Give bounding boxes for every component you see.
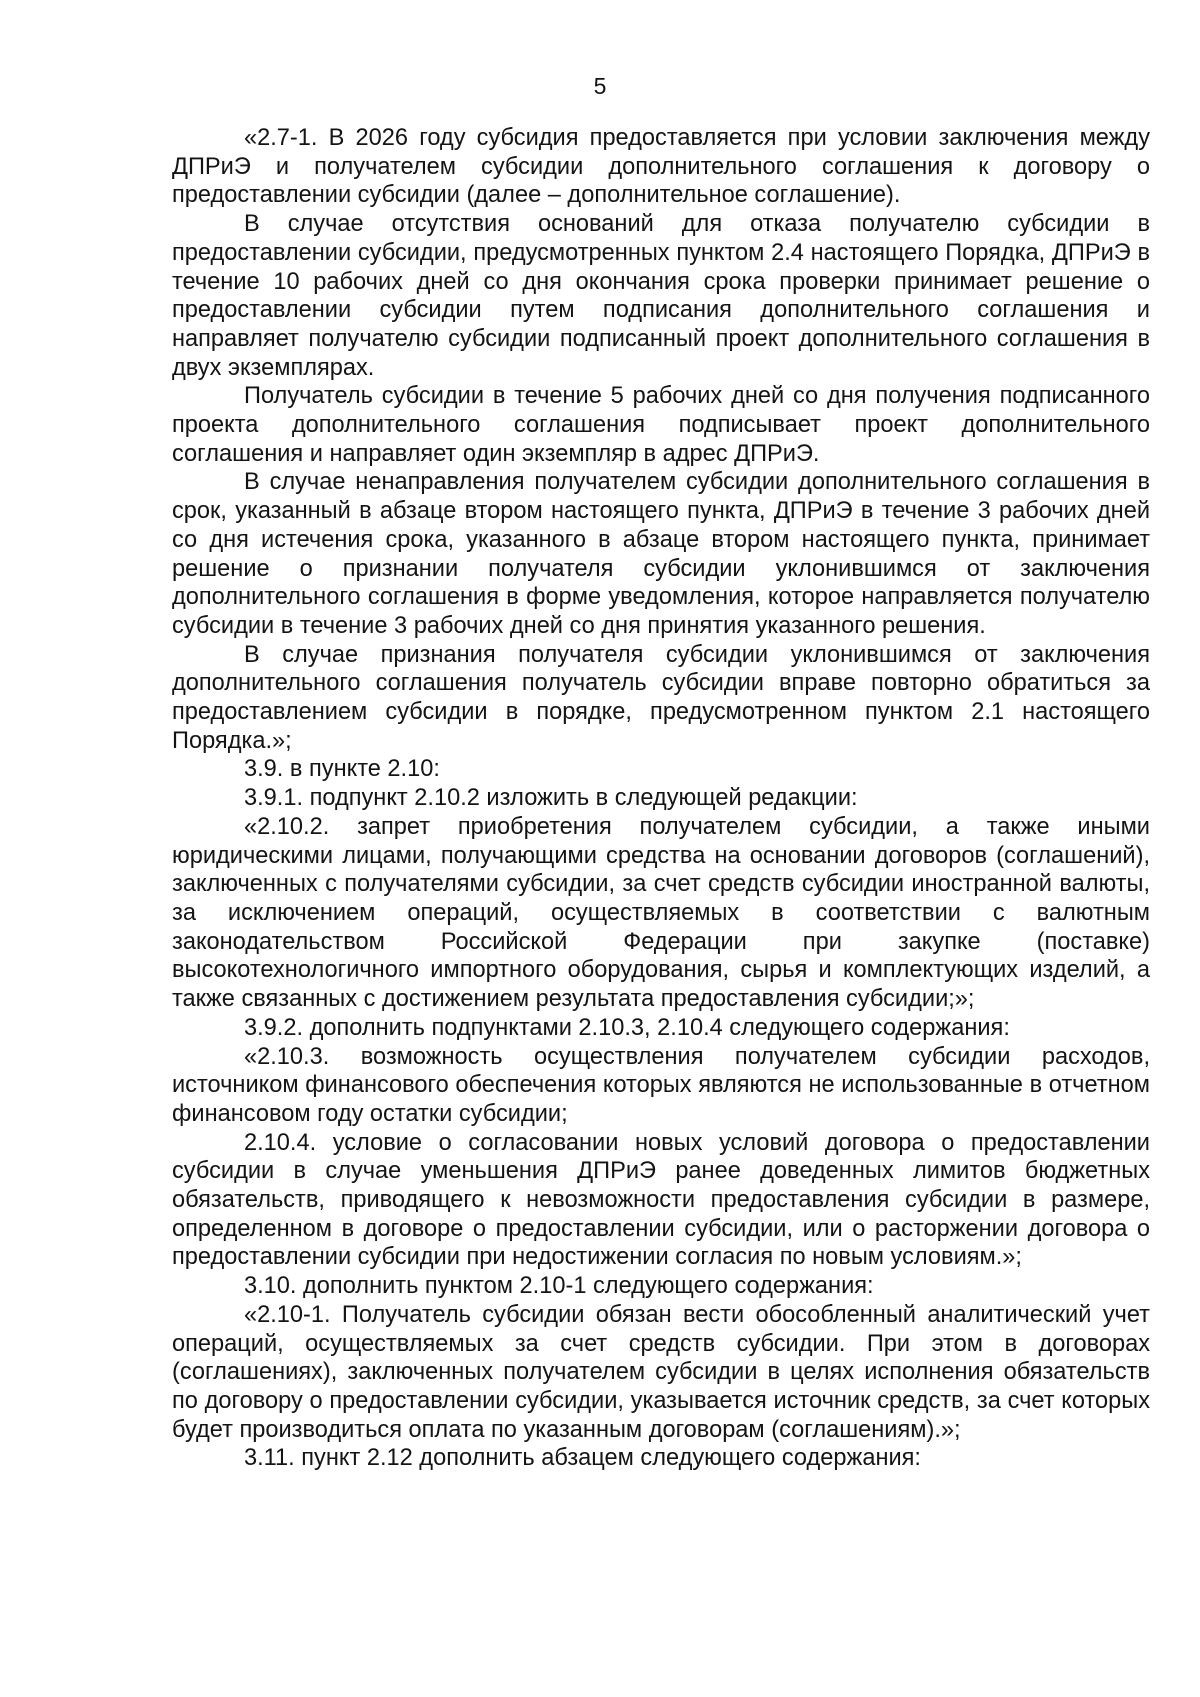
document-body [172,124,1150,1473]
paragraph-3-10: 3.10. дополнить пунктом 2.10-1 следующего содержания: [244,1273,874,1300]
paragraph-recipient-signing: Получатель субсидии в течение 5 рабочих дней со дня получения подписанного проекта дополнительного соглашения подписывает проект дополнительного соглашения и направляет один экземпляр в адрес ДПРиЭ. [172,383,1150,467]
paragraph-3-9-2: 3.9.2. дополнить подпунктами 2.10.3, 2.10.4 следующего содержания: [244,1014,1010,1041]
paragraph-3-9: 3.9. в пункте 2.10: [244,756,440,783]
paragraph-2-10-1: «2.10-1. Получатель субсидии обязан вести обособленный аналитический учет операций, осуществляемых за счет средств субсидии. При этом в договорах (соглашениях), заключенных получателем субсидии в целях исполнения обязательств по договору о предоставлении субсидии, указывается источник средств, за счет которых будет производиться оплата по указанным договорам (соглашениям).»; [172,1301,1150,1443]
paragraph-2-10-3: «2.10.3. возможность осуществления получателем субсидии расходов, источником финансового обеспечения которых являются не использованные в отчетном финансовом году остатки субсидии; [172,1043,1150,1127]
paragraph-non-delivery-case: В случае ненаправления получателем субсидии дополнительного соглашения в срок, указанный в абзаце втором настоящего пункта, ДПРиЭ в течение 3 рабочих дней со дня истечения срока, указанного в абзаце втором настоящего пункта, принимает решение о признании получателя субсидии уклонившимся от заключения дополнительного соглашения в форме уведомления, которое направляется получателю субсидии в течение 3 рабочих дней со дня принятия указанного решения. [172,469,1150,639]
page-number: 5 [593,73,607,99]
paragraph-2-10-4: 2.10.4. условие о согласовании новых условий договора о предоставлении субсидии в случае уменьшения ДПРиЭ ранее доведенных лимитов бюджетных обязательств, приводящего к невозможности предоставления субсидии в размере, определенном в договоре о предоставлении субсидии, или о расторжении договора о предоставлении субсидии при недостижении согласия по новым условиям.»; [172,1129,1150,1271]
paragraph-3-11: 3.11. пункт 2.12 дополнить абзацем следующего содержания: [244,1445,921,1472]
paragraph-evasion-case: В случае признания получателя субсидии уклонившимся от заключения дополнительного соглашения получатель субсидии вправе повторно обратиться за предоставлением субсидии в порядке, предусмотренном пунктом 2.1 настоящего Порядка.»; [172,641,1150,754]
paragraph-2-7-1: «2.7-1. В 2026 году субсидия предоставляется при условии заключения между ДПРиЭ и получателем субсидии дополнительного соглашения к договору о предоставлении субсидии (далее – дополнительное соглашение). [172,125,1150,209]
paragraph-no-refusal-case: В случае отсутствия оснований для отказа получателю субсидии в предоставлении субсидии, предусмотренных пунктом 2.4 настоящего Порядка, ДПРиЭ в течение 10 рабочих дней со дня окончания срока проверки принимает решение о предоставлении субсидии путем подписания дополнительного соглашения и направляет получателю субсидии подписанный проект дополнительного соглашения в двух экземплярах. [172,211,1150,381]
paragraph-3-9-1: 3.9.1. подпункт 2.10.2 изложить в следующей редакции: [244,785,858,812]
paragraph-2-10-2: «2.10.2. запрет приобретения получателем субсидии, а также иными юридическими лицами, получающими средства на основании договоров (соглашений), заключенных с получателями субсидии, за счет средств субсидии иностранной валюты, за исключением операций, осуществляемых в соответствии с валютным законодательством Российской Федерации при закупке (поставке) высокотехнологичного импортного оборудования, сырья и комплектующих изделий, а также связанных с достижением результата предоставления субсидии;»; [172,813,1150,1013]
